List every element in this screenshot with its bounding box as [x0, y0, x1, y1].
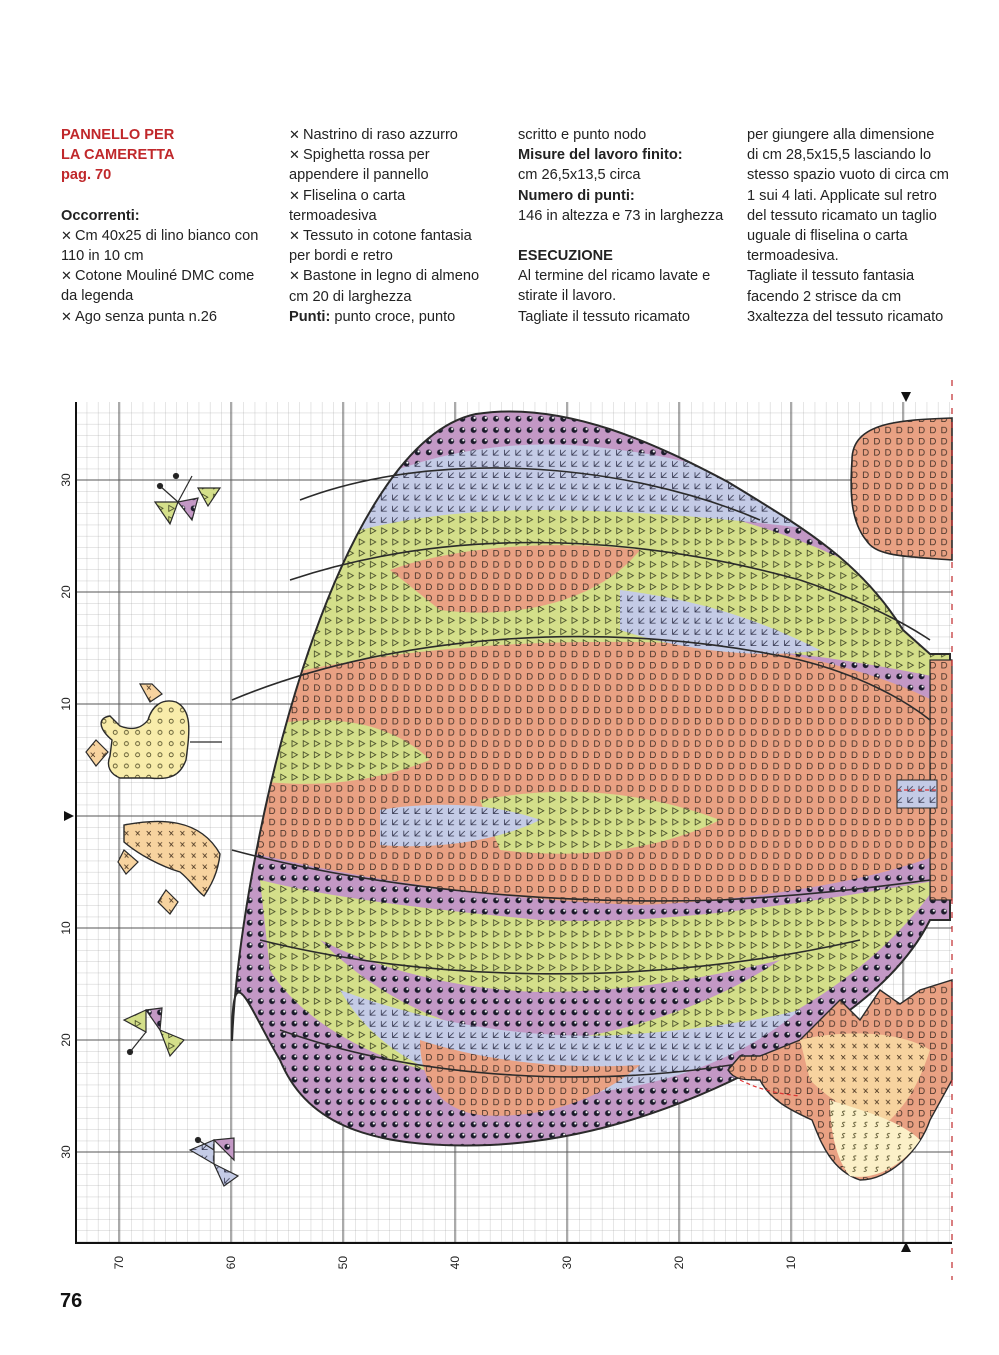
body-text: uguale di fliselina o carta	[747, 228, 908, 245]
material-item: ✕ Tessuto in cotone fantasia	[289, 226, 479, 246]
left-tick-label: 30	[59, 1145, 73, 1159]
cross-bullet-icon: ✕	[289, 268, 300, 284]
stitch-count-value: 146 in altezza e 73 in larghezza	[518, 207, 724, 224]
material-item: ✕ Ago senza punta n.26	[61, 307, 258, 327]
project-title-line1: PANNELLO PER	[61, 127, 175, 143]
body-text: stesso spazio vuoto di circa cm	[747, 167, 949, 184]
bottom-tick-label: 40	[448, 1256, 462, 1270]
column-2	[289, 125, 479, 327]
finished-size-value: cm 26,5x13,5 circa	[518, 167, 641, 184]
material-item-continued: termoadesiva	[289, 207, 377, 224]
cross-bullet-icon: ✕	[289, 147, 300, 163]
body-text: del tessuto ricamato un taglio	[747, 207, 937, 224]
bottom-tick-label: 20	[672, 1256, 686, 1270]
column-3	[518, 125, 723, 327]
project-title-line2: LA CAMERETTA	[61, 147, 175, 164]
body-text: per giungere alla dimensione	[747, 127, 935, 143]
body-text: termoadesiva.	[747, 248, 839, 265]
cross-bullet-icon: ✕	[289, 228, 300, 244]
column-4	[747, 125, 949, 327]
cross-bullet-icon: ✕	[61, 308, 72, 324]
column-1	[61, 125, 258, 327]
bottom-tick-label: 30	[560, 1256, 574, 1270]
cross-bullet-icon: ✕	[289, 127, 300, 142]
body-text: 3xaltezza del tessuto ricamato	[747, 308, 944, 325]
cross-bullet-icon: ✕	[289, 187, 300, 203]
material-item-continued: appendere il pannello	[289, 167, 429, 184]
cross-stitch-chart	[0, 380, 999, 1280]
bottom-tick-label: 50	[336, 1256, 350, 1270]
left-tick-label: 10	[59, 921, 73, 935]
material-item-continued: per bordi e retro	[289, 248, 393, 265]
finished-size-label: Misure del lavoro finito:	[518, 147, 683, 164]
material-item: ✕ Bastone in legno di almeno	[289, 266, 479, 286]
body-text: facendo 2 strisce da cm	[747, 288, 902, 305]
left-tick-label: 30	[59, 473, 73, 487]
page-number: 76	[60, 1290, 83, 1312]
material-item: ✕ Spighetta rossa per	[289, 145, 479, 165]
bottom-tick-label: 60	[224, 1256, 238, 1270]
left-tick-label: 20	[59, 1033, 73, 1047]
body-text: Al termine del ricamo lavate e	[518, 268, 711, 285]
body-text: di cm 28,5x15,5 lasciando lo	[747, 147, 932, 164]
material-item-continued: 110 in 10 cm	[61, 248, 144, 265]
top-right-medallion	[851, 418, 952, 560]
material-item: ✕ Cm 40x25 di lino bianco con	[61, 226, 258, 246]
material-item: ✕ Nastrino di raso azzurro	[289, 125, 479, 145]
material-item-continued: cm 20 di larghezza	[289, 288, 412, 305]
body-text: Tagliate il tessuto fantasia	[747, 268, 915, 285]
body-text: stirate il lavoro.	[518, 288, 617, 305]
bottom-axis-labels	[112, 1256, 798, 1270]
cross-bullet-icon: ✕	[61, 227, 72, 243]
body-text: 1 sui 4 lati. Applicate sul retro	[747, 187, 937, 204]
bottom-tick-label: 10	[784, 1256, 798, 1270]
material-item-continued: da legenda	[61, 288, 134, 305]
stitch-count-label: Numero di punti:	[518, 187, 635, 204]
body-text: scritto e punto nodo	[518, 127, 647, 143]
execution-heading: ESECUZIONE	[518, 248, 613, 265]
cross-bullet-icon: ✕	[61, 268, 72, 284]
materials-heading: Occorrenti:	[61, 207, 140, 224]
bottom-tick-label: 70	[112, 1256, 126, 1270]
body-text: Tagliate il tessuto ricamato	[518, 308, 690, 325]
stitches-line: Punti: punto croce, punto	[289, 308, 456, 325]
left-tick-label: 20	[59, 585, 73, 599]
page-reference: pag. 70	[61, 167, 112, 184]
material-item: ✕ Fliselina o carta	[289, 186, 479, 206]
material-item: ✕ Cotone Mouliné DMC come	[61, 266, 258, 286]
left-tick-label: 10	[59, 697, 73, 711]
